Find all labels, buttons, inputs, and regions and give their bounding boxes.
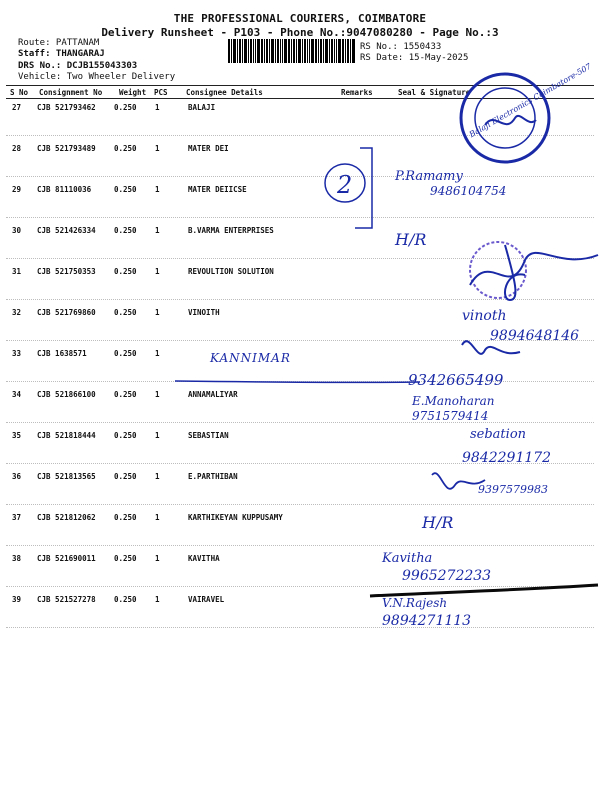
row-consignment: CJB 521813565 (37, 472, 96, 481)
drs-number: DRS No.: DCJB155043303 (18, 61, 138, 71)
sig-36-phone: 9842291172 (462, 450, 552, 466)
row-pcs: 1 (155, 390, 160, 399)
table-row (6, 554, 594, 594)
sig-34-phone2: 9751579414 (412, 409, 489, 423)
sig-37: H/R (422, 513, 454, 532)
col-pcs: PCS (154, 88, 168, 97)
row-weight: 0.250 (114, 144, 137, 153)
row-pcs: 1 (155, 431, 160, 440)
row-divider (6, 381, 594, 382)
row-consignee: MATER DEI (188, 144, 229, 153)
table-row (6, 103, 594, 143)
row-consignment: CJB 521866100 (37, 390, 96, 399)
row-weight: 0.250 (114, 349, 137, 358)
row-sno: 33 (12, 349, 22, 358)
rs-number: RS No.: 1550433 (360, 42, 442, 52)
barcode (228, 39, 356, 63)
row-sno: 35 (12, 431, 22, 440)
row-consignment: CJB 81110036 (37, 185, 92, 194)
sig-30: H/R (395, 230, 427, 249)
row-consignment: CJB 521426334 (37, 226, 96, 235)
table-row (6, 144, 594, 184)
row-divider (6, 340, 594, 341)
row-weight: 0.250 (114, 513, 137, 522)
table-header (6, 85, 594, 99)
row-consignee: VINOITH (188, 308, 220, 317)
row-divider (6, 545, 594, 546)
row-consignee: E.PARTHIBAN (188, 472, 238, 481)
row-sno: 31 (12, 267, 22, 276)
row-consignment: CJB 521793489 (37, 144, 96, 153)
table-row (6, 431, 594, 471)
row-consignee: KAVITHA (188, 554, 220, 563)
vehicle-label: Vehicle: Two Wheeler Delivery (18, 72, 176, 82)
row-consignment: CJB 521527278 (37, 595, 96, 604)
col-consignment: Consignment No (39, 88, 103, 97)
row-pcs: 1 (155, 103, 160, 112)
row-pcs: 1 (155, 513, 160, 522)
kannimar-note: KANNIMAR (210, 351, 291, 365)
row-pcs: 1 (155, 185, 160, 194)
row-consignee: REVOULTION SOLUTION (188, 267, 274, 276)
table-row (6, 595, 594, 635)
row-divider (6, 258, 594, 259)
row-sno: 29 (12, 185, 22, 194)
route-label: Route: PATTANAM (18, 38, 100, 48)
col-sno: S No (10, 88, 29, 97)
row-pcs: 1 (155, 226, 160, 235)
row-consignee: KARTHIKEYAN KUPPUSAMY (188, 513, 283, 522)
row-consignment: CJB 521690011 (37, 554, 96, 563)
row-sno: 34 (12, 390, 22, 399)
row-weight: 0.250 (114, 595, 137, 604)
runsheet-title: Delivery Runsheet - P103 - Phone No.:9047080280 - Page No.:3 (101, 26, 499, 39)
row-weight: 0.250 (114, 226, 137, 235)
row-sno: 39 (12, 595, 22, 604)
row-sno: 38 (12, 554, 22, 563)
row-consignment: CJB 521818444 (37, 431, 96, 440)
table-row (6, 226, 594, 266)
row-divider (6, 627, 594, 628)
sig-29-name: P.Ramamy (395, 169, 463, 184)
row-pcs: 1 (155, 349, 160, 358)
sig-38-name: Kavitha (382, 551, 433, 566)
row-weight: 0.250 (114, 554, 137, 563)
row-weight: 0.250 (114, 390, 137, 399)
stamp-text: Balaji Electronics Coimbatore-507 (467, 61, 593, 140)
row-sno: 32 (12, 308, 22, 317)
company-title: THE PROFESSIONAL COURIERS, COIMBATORE (173, 12, 427, 25)
row-consignee: BALAJI (188, 103, 216, 112)
row-divider (6, 586, 594, 587)
sig-34-name: E.Manoharan (412, 394, 495, 408)
row-sno: 30 (12, 226, 22, 235)
row-pcs: 1 (155, 595, 160, 604)
row-consignment: CJB 521750353 (37, 267, 96, 276)
row-divider (6, 299, 594, 300)
sig-39-name: V.N.Rajesh (382, 596, 448, 610)
row-sno: 36 (12, 472, 22, 481)
sig-32-name: vinoth (462, 308, 507, 324)
row-consignment: CJB 521812062 (37, 513, 96, 522)
col-weight: Weight (119, 88, 147, 97)
row-weight: 0.250 (114, 185, 137, 194)
row-pcs: 1 (155, 554, 160, 563)
staff-label: Staff: THANGARAJ (18, 49, 105, 59)
row-pcs: 1 (155, 144, 160, 153)
row-consignee: SEBASTIAN (188, 431, 229, 440)
row-consignee: B.VARMA ENTERPRISES (188, 226, 274, 235)
col-seal: Seal & Signature (398, 88, 471, 97)
sig-34-phone: 9342665499 (408, 371, 504, 389)
row-consignment: CJB 521793462 (37, 103, 96, 112)
col-remarks: Remarks (341, 88, 373, 97)
sig-35-name: sebation (470, 427, 527, 442)
row-divider (6, 422, 594, 423)
sig-29-phone: 9486104754 (430, 184, 507, 198)
row-weight: 0.250 (114, 431, 137, 440)
row-divider (6, 217, 594, 218)
table-row (6, 513, 594, 553)
row-sno: 37 (12, 513, 22, 522)
sig-32-phone: 9894648146 (490, 328, 580, 344)
row-pcs: 1 (155, 472, 160, 481)
row-divider (6, 463, 594, 464)
row-weight: 0.250 (114, 308, 137, 317)
row-sno: 27 (12, 103, 22, 112)
rs-date: RS Date: 15-May-2025 (360, 53, 469, 63)
row-weight: 0.250 (114, 267, 137, 276)
table-row (6, 308, 594, 348)
row-consignee: ANNAMALIYAR (188, 390, 238, 399)
row-consignee: VAIRAVEL (188, 595, 225, 604)
sig-39-phone: 9894271113 (382, 613, 472, 629)
table-row (6, 390, 594, 430)
col-details: Consignee Details (186, 88, 263, 97)
row-divider (6, 135, 594, 136)
row-pcs: 1 (155, 267, 160, 276)
table-row (6, 472, 594, 512)
table-row (6, 349, 594, 389)
row-sno: 28 (12, 144, 22, 153)
sig-36-phone2: 9397579983 (478, 483, 548, 496)
row-pcs: 1 (155, 308, 160, 317)
remark-number: 2 (337, 171, 353, 199)
row-weight: 0.250 (114, 472, 137, 481)
row-divider (6, 176, 594, 177)
row-consignment: CJB 1638571 (37, 349, 87, 358)
table-row (6, 267, 594, 307)
row-weight: 0.250 (114, 103, 137, 112)
table-row (6, 185, 594, 225)
row-consignment: CJB 521769860 (37, 308, 96, 317)
sig-38-phone: 9965272233 (402, 568, 492, 584)
row-consignee: MATER DEIICSE (188, 185, 247, 194)
row-divider (6, 504, 594, 505)
